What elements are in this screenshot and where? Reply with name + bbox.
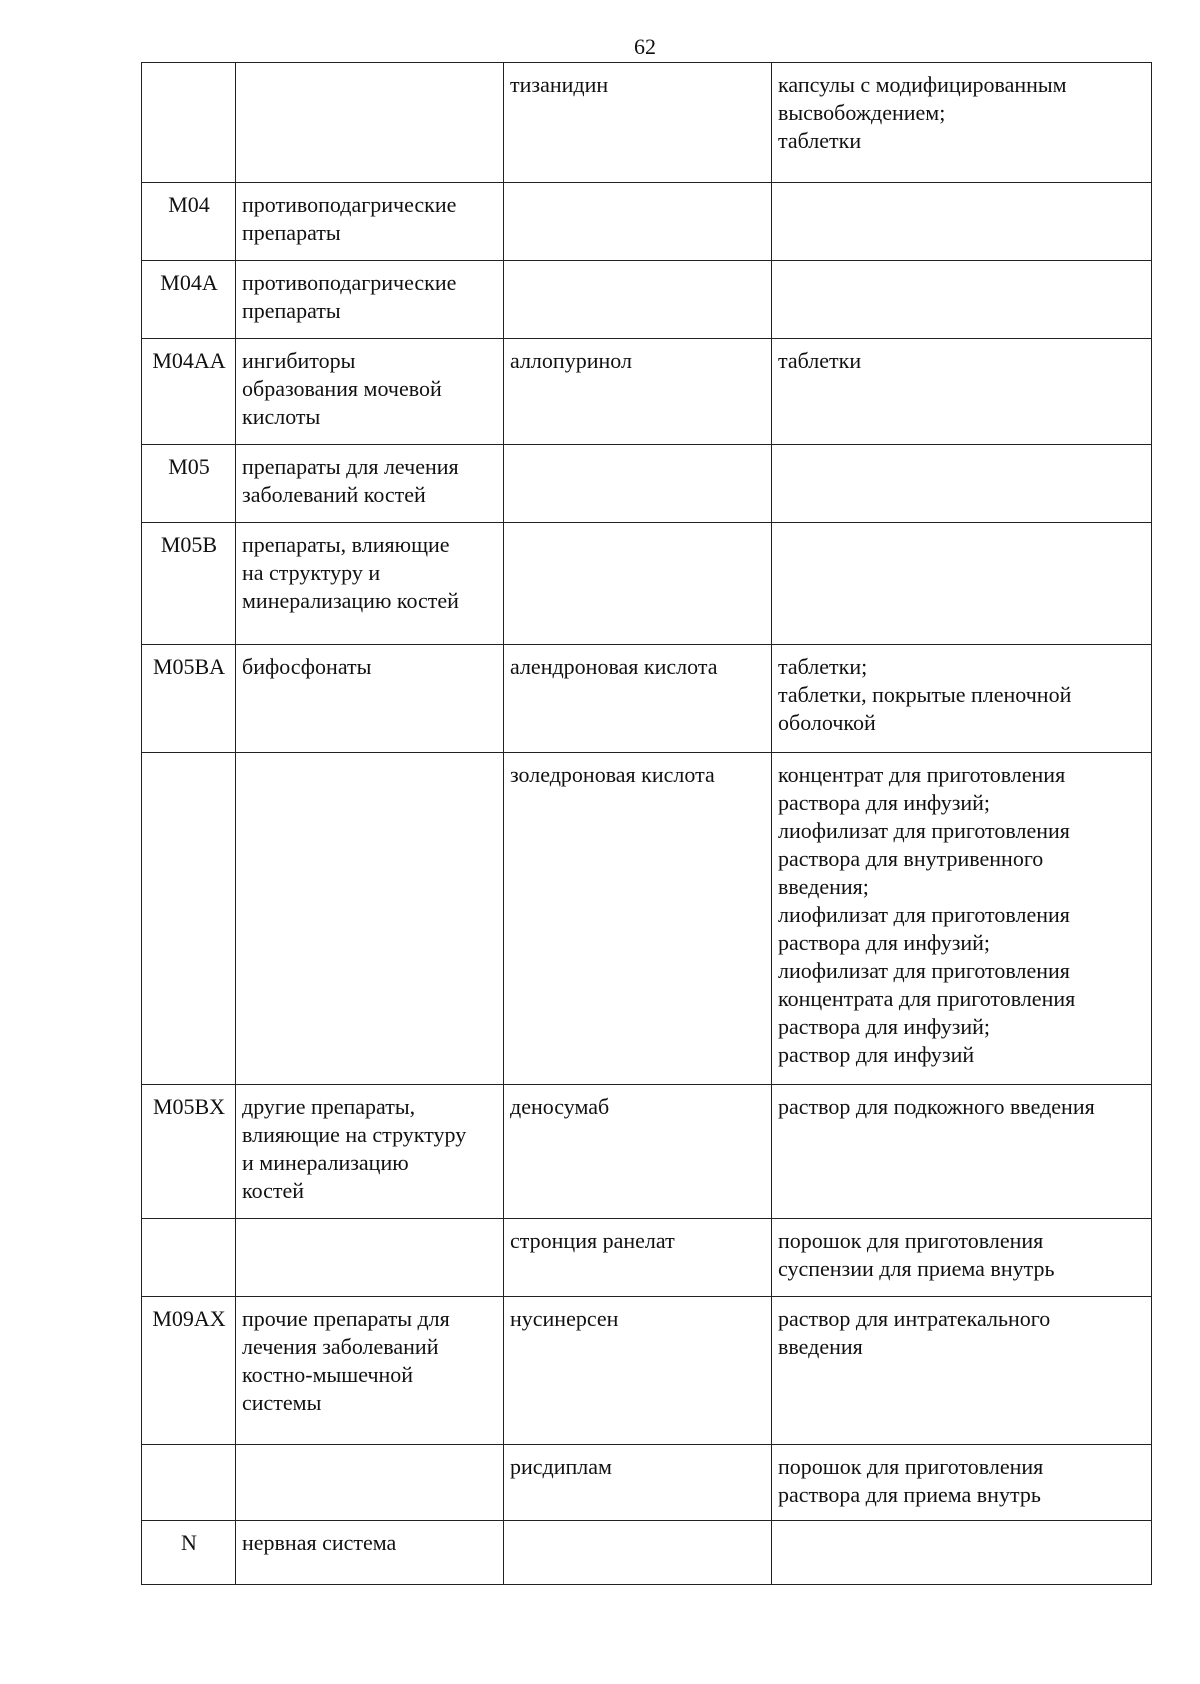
- group-line: препараты: [242, 298, 341, 323]
- drug-name-cell: нусинерсен: [504, 1297, 772, 1445]
- drug-name-cell: [504, 183, 772, 261]
- table-body: [142, 63, 1152, 1585]
- atc-code-cell: [142, 1445, 236, 1521]
- table-row: [142, 523, 1152, 645]
- anatomical-therapeutic-group-cell: [236, 1219, 504, 1297]
- dosage-form-cell: [772, 645, 1152, 753]
- anatomical-therapeutic-group-cell: [236, 1521, 504, 1585]
- drug-name-cell: [504, 1521, 772, 1585]
- dosage-form-line: раствор для подкожного введения: [778, 1094, 1095, 1119]
- atc-code-cell: M05BX: [142, 1085, 236, 1219]
- atc-code-cell: M05BA: [142, 645, 236, 753]
- dosage-form-cell: [772, 1445, 1152, 1521]
- dosage-form-line: раствора для приема внутрь: [778, 1482, 1041, 1507]
- group-line: костей: [242, 1178, 305, 1203]
- group-line: прочие препараты для: [242, 1306, 450, 1331]
- table-row: [142, 1297, 1152, 1445]
- table-row: [142, 445, 1152, 523]
- group-line: другие препараты,: [242, 1094, 416, 1119]
- drug-name-cell: тизанидин: [504, 63, 772, 183]
- dosage-form-cell: [772, 339, 1152, 445]
- group-line: системы: [242, 1390, 322, 1415]
- atc-code-cell: [142, 63, 236, 183]
- atc-code-cell: [142, 753, 236, 1085]
- group-line: препараты для лечения: [242, 454, 459, 479]
- drug-name-cell: деносумаб: [504, 1085, 772, 1219]
- dosage-form-line: суспензии для приема внутрь: [778, 1256, 1055, 1281]
- dosage-form-cell: [772, 523, 1152, 645]
- dosage-form-line: концентрата для приготовления: [778, 986, 1076, 1011]
- atc-code-cell: [142, 1219, 236, 1297]
- group-line: бифосфонаты: [242, 654, 372, 679]
- table-row: [142, 1219, 1152, 1297]
- dosage-form-line: таблетки: [778, 348, 862, 373]
- dosage-form-cell: [772, 183, 1152, 261]
- dosage-form-cell: [772, 753, 1152, 1085]
- dosage-form-line: введения: [778, 1334, 863, 1359]
- dosage-form-cell: [772, 261, 1152, 339]
- dosage-form-line: таблетки, покрытые пленочной: [778, 682, 1072, 707]
- drug-name-cell: [504, 261, 772, 339]
- atc-code-cell: M05B: [142, 523, 236, 645]
- table-row: [142, 339, 1152, 445]
- dosage-form-line: раствор для интратекального: [778, 1306, 1051, 1331]
- table-row: [142, 183, 1152, 261]
- group-line: лечения заболеваний: [242, 1334, 439, 1359]
- drug-name-cell: алендроновая кислота: [504, 645, 772, 753]
- drug-name-cell: рисдиплам: [504, 1445, 772, 1521]
- dosage-form-line: таблетки;: [778, 654, 868, 679]
- group-line: влияющие на структуру: [242, 1122, 467, 1147]
- drug-table: [141, 62, 1152, 1585]
- drug-name-cell: стронция ранелат: [504, 1219, 772, 1297]
- dosage-form-line: раствор для инфузий: [778, 1042, 975, 1067]
- atc-code-cell: M04: [142, 183, 236, 261]
- anatomical-therapeutic-group-cell: [236, 339, 504, 445]
- anatomical-therapeutic-group-cell: [236, 1297, 504, 1445]
- anatomical-therapeutic-group-cell: [236, 523, 504, 645]
- group-line: минерализацию костей: [242, 588, 459, 613]
- anatomical-therapeutic-group-cell: [236, 1085, 504, 1219]
- group-line: и минерализацию: [242, 1150, 409, 1175]
- dosage-form-cell: [772, 1297, 1152, 1445]
- table-row: [142, 645, 1152, 753]
- group-line: заболеваний костей: [242, 482, 426, 507]
- dosage-form-cell: [772, 1521, 1152, 1585]
- dosage-form-line: порошок для приготовления: [778, 1228, 1044, 1253]
- drug-name-cell: аллопуринол: [504, 339, 772, 445]
- group-line: противоподагрические: [242, 270, 457, 295]
- anatomical-therapeutic-group-cell: [236, 753, 504, 1085]
- anatomical-therapeutic-group-cell: [236, 445, 504, 523]
- group-line: образования мочевой: [242, 376, 442, 401]
- group-line: препараты, влияющие: [242, 532, 450, 557]
- table-row: [142, 261, 1152, 339]
- drug-name-cell: [504, 523, 772, 645]
- atc-code-cell: M09AX: [142, 1297, 236, 1445]
- group-line: костно-мышечной: [242, 1362, 414, 1387]
- atc-code-cell: N: [142, 1521, 236, 1585]
- table-row: [142, 753, 1152, 1085]
- page-number: 62: [634, 34, 656, 59]
- dosage-form-line: раствора для внутривенного: [778, 846, 1044, 871]
- anatomical-therapeutic-group-cell: [236, 1445, 504, 1521]
- dosage-form-line: раствора для инфузий;: [778, 790, 991, 815]
- drug-name-cell: золедроновая кислота: [504, 753, 772, 1085]
- anatomical-therapeutic-group-cell: [236, 63, 504, 183]
- dosage-form-cell: [772, 445, 1152, 523]
- dosage-form-cell: [772, 1085, 1152, 1219]
- dosage-form-line: порошок для приготовления: [778, 1454, 1044, 1479]
- anatomical-therapeutic-group-cell: [236, 183, 504, 261]
- dosage-form-line: раствора для инфузий;: [778, 1014, 991, 1039]
- group-line: на структуру и: [242, 560, 381, 585]
- dosage-form-line: таблетки: [778, 128, 862, 153]
- dosage-form-line: концентрат для приготовления: [778, 762, 1066, 787]
- drug-name-cell: [504, 445, 772, 523]
- dosage-form-line: лиофилизат для приготовления: [778, 818, 1070, 843]
- atc-code-cell: M05: [142, 445, 236, 523]
- anatomical-therapeutic-group-cell: [236, 645, 504, 753]
- table-row: [142, 1445, 1152, 1521]
- dosage-form-line: раствора для инфузий;: [778, 930, 991, 955]
- group-line: кислоты: [242, 404, 321, 429]
- table-row: [142, 1521, 1152, 1585]
- group-line: препараты: [242, 220, 341, 245]
- dosage-form-line: высвобождением;: [778, 100, 946, 125]
- atc-code-cell: M04AA: [142, 339, 236, 445]
- dosage-form-line: лиофилизат для приготовления: [778, 958, 1070, 983]
- table-row: [142, 63, 1152, 183]
- group-line: ингибиторы: [242, 348, 356, 373]
- table-row: [142, 1085, 1152, 1219]
- dosage-form-line: капсулы с модифицированным: [778, 72, 1067, 97]
- dosage-form-line: лиофилизат для приготовления: [778, 902, 1070, 927]
- atc-code-cell: M04A: [142, 261, 236, 339]
- dosage-form-cell: [772, 63, 1152, 183]
- group-line: нервная система: [242, 1530, 397, 1555]
- dosage-form-line: оболочкой: [778, 710, 876, 735]
- dosage-form-line: введения;: [778, 874, 869, 899]
- group-line: противоподагрические: [242, 192, 457, 217]
- anatomical-therapeutic-group-cell: [236, 261, 504, 339]
- dosage-form-cell: [772, 1219, 1152, 1297]
